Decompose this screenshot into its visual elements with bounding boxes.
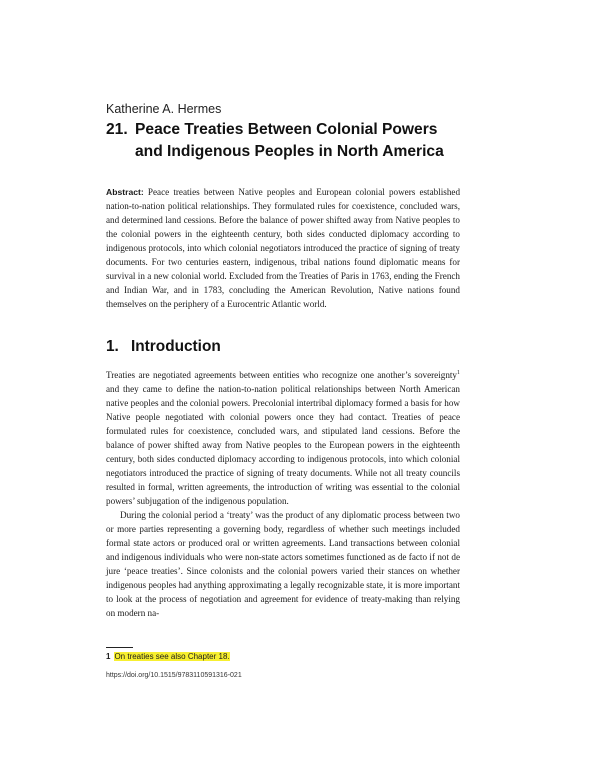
author-name: Katherine A. Hermes: [106, 102, 222, 116]
body-text: [106, 368, 460, 620]
abstract-text: Peace treaties between Native peoples and European colonial powers established nation-to-nation political relationships. They formulated rules for coexistence, concluded wars, and determined land cessions. Before the balance of power shifted away from Native peoples to the colonial powers in the eighteenth century, both sides conducted diplomacy according to indigenous protocols, into which colonial negotiators introduced the practice of signing of treaty documents. For two centuries eastern, indigenous, tribal nations found diplomatic means for survival in a new colonial world. Excluded from the Treaties of Paris in 1763, ending the French and Indian War, and in 1783, concluding the American Revolution, Native nations found themselves on the periphery of a Eurocentric Atlantic world.: [106, 187, 461, 309]
footnote-divider: [106, 647, 133, 648]
paragraph-2: During the colonial period a ‘treaty’ was the product of any diplomatic process between two or more parties representing a governing body, regardless of whether such meetings included formal state actors or produced oral or written agreements. Land transactions between colonial and indigenous individuals who were non-state actors sometimes functioned as de facto if not de jure ‘peace treaties’. Since colonists and the colonial powers varied their stances on whether indigenous peoples had anything approximating a legally recognizable state, it is more important to look at the process of negotiation and agreement for evidence of treaty-making than relying on modern na-: [106, 510, 460, 618]
chapter-title-line-2: and Indigenous Peoples in North America: [135, 143, 444, 160]
section-title: Introduction: [131, 338, 221, 355]
footnote-number: 1: [106, 652, 111, 661]
footnote: [106, 652, 230, 661]
paragraph-1-text: Treaties are negotiated agreements between entities who recognize one another’s sovereignty: [106, 370, 457, 380]
paragraph-1-continued: and they came to define the nation-to-nation political relationships between North American native peoples and the colonial powers. Precolonial intertribal diplomacy formed a basis for how Native people negotiated with colonial powers once they had contact. Treaties of peace formulated rules for coexistence, concluded wars, and stipulated land cessions. Before the balance of power shifted away from Native peoples to the European powers in the eighteenth century, both sides conducted diplomacy according to indigenous protocols, into which colonial negotiators introduced the practice of signing of treaty documents. While not all treaty councils resulted in formal, written agreements, the introduction of writing was essential to the colonial powers’ subjugation of the indigenous population.: [106, 384, 460, 506]
chapter-title-line-1: Peace Treaties Between Colonial Powers: [135, 121, 438, 138]
footnote-reference[interactable]: 1: [457, 369, 460, 376]
abstract: [106, 185, 460, 311]
section-heading: [106, 338, 221, 356]
doi-link[interactable]: https://doi.org/10.1515/9783110591316-021: [106, 672, 242, 679]
abstract-label: Abstract:: [106, 187, 144, 197]
chapter-number: 21.: [106, 121, 128, 138]
footnote-text-highlighted: On treaties see also Chapter 18.: [114, 652, 230, 661]
paragraph-1: [106, 368, 460, 508]
section-number: 1.: [106, 338, 119, 355]
